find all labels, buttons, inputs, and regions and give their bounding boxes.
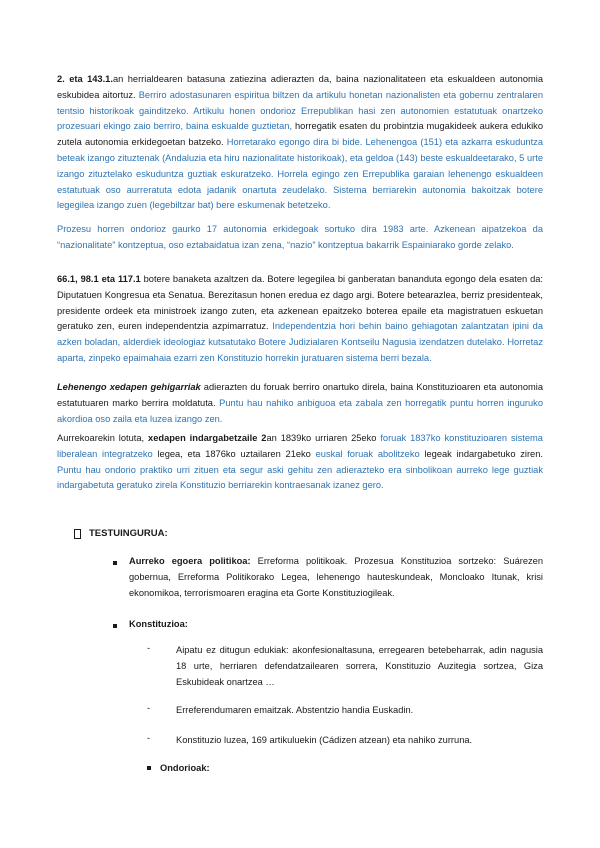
commentary-text: euskal foruak abolitzeko (315, 448, 420, 459)
commentary-text: Independentzia hori behin baino gehiagotan zalantzatan ipini da azken boladan, alderdiek ideologiaz kutsatutako Botere Judizialaren Kontseilu Nagusia izendatzen dutelako. Horretaz aparta, zinpeko epaimahaia ezarri zen Konstituzio horrekin juratuaren sistema berri bezala. (57, 321, 543, 363)
bullet-constitution (129, 617, 543, 633)
dash-item-text: Erreferendumaren emaitzak. Abstentzio handia Euskadin. (176, 705, 414, 715)
dash-bullet-icon: - (147, 643, 151, 653)
paragraph-repealing-provision (57, 431, 543, 494)
bullet-previous-political-situation (129, 554, 543, 601)
paragraph-autonomy-process (57, 222, 543, 254)
provision-reference: xedapen indargabetzaile 2 (148, 433, 267, 443)
bullet-label: Konstituzioa: (129, 619, 188, 629)
body-text: adierazten du foruak berriro onartuko direla, baina Konstituzioaren eta autonomia estatutuaren marko berrira moldatuta. (57, 382, 543, 408)
body-text: Aurrekoarekin lotuta, (57, 433, 145, 443)
dash-bullet-icon: - (147, 703, 151, 713)
bullet-text: Erreforma politikoak. Prozesua Konstituzioa sortzeko: Suárezen gobernua, Erreforma Politikorako Legea, lehenengo hauteskundeak, Moncloako Itunak, krisi ekonomikoa, terrorismoaren eragina eta Gorte Konstituziogileak. (129, 556, 543, 598)
commentary-text: Berriro adostasunaren espiritua biltzen da artikulu honetan nazionalisten eta gobernu zentralaren tentsio historikoak gainditzeko. Artikulu honen ondorioz Errepublikan hasi zen autonomien estatutuak onartzeko prozesuari ekingo zaio berriro, baina eskualde guztietan, (57, 89, 543, 132)
body-text: an herrialdearen batasuna zatiezina adierazten da, baina nazionalitateen eta eskualdeen autonomia eskubidea aitortuz. (57, 74, 543, 100)
body-text: horregatik esaten du probintzia mugakideek aukera edukiko zutela autonomia erkidegoetan batzeko. (57, 121, 543, 148)
paragraph-additional-provision (57, 380, 543, 427)
commentary-text: Horretarako egongo dira bi bide. Lehenengoa (151) eta azkarra eskuduntza beteak izango zituztenak (Andaluzia eta hiru nazionalitate historikoak), eta geldoa (143) beste eskualdeetarako, 5 urte izango zituztelako eskuduntza guztiak eskuratzeko. Horrela egingo zen Errepublika garaian lehenengo eskualdeen estatutuak oso aurreratuta edota jadanik onartuta zeudelako. Sistema berriarekin autonomia bakoitzak botere legegilea izango zuen (legebiltzar bat) bere eskumenak betetzeko. (57, 137, 544, 211)
body-text: an 1839ko urriaren 25eko (266, 433, 377, 443)
dash-item-text: Konstituzio luzea, 169 artikuluekin (Cádizen atzean) eta nahiko zurruna. (176, 735, 473, 745)
sub-bullet-consequences (147, 763, 210, 773)
commentary-text: Puntu hau nahiko anbiguoa eta zabala zen horregatik puntu horren inguruko akordioa oso zaila eta luzea izango zen. (57, 397, 543, 424)
square-bullet-icon (113, 624, 117, 628)
dash-bullet-icon: - (147, 733, 151, 743)
dash-item-contents (176, 643, 543, 690)
body-text: legea, eta 1876ko uztailaren 21eko (157, 448, 311, 459)
dash-item-referendum (176, 703, 543, 719)
section-heading-context (74, 528, 168, 539)
dash-item-length (176, 733, 543, 749)
square-bullet-icon (147, 766, 151, 770)
dash-item-text: Aipatu ez ditugun edukiak: akonfesionaltasuna, erregearen betebeharrak, adin nagusia 18 urte, herriaren defendatzailearen sorrera, Konstituzio Auzitegia sortzea, Giza Eskubideak onartzea … (176, 645, 543, 687)
section-heading-label: TESTUINGURUA: (89, 528, 168, 539)
body-text: botere banaketa azaltzen da. Botere legegilea bi ganberatan bananduta egongo dela esaten da: Diputatuen Kongresua eta Senatua. Berezitasun honen eredua ez dago argi. Botere betearazlea, berriz presidenteak, presidente ordeek eta ministroek izango zuten, eta azkenean epaitzeko boterea epaile eta magistratuen eskuetan geratuko zen, euren independentzia azpimarratuz. (57, 274, 543, 332)
bullet-label: Aurreko egoera politikoa: (129, 556, 251, 566)
commentary-text: Prozesu horren ondorioz gaurko 17 autonomia erkidegoak sortuko dira 1983 arte. Azkenean aipatzekoa da “nazionalitate” kontzeptua, oso eztabaidatua izan zena, “nazio” kontzeptua bakarrik Espainiarako gorde zelako. (57, 224, 543, 250)
paragraph-separation-of-powers (57, 272, 543, 367)
commentary-text: foruak 1837ko konstituzioaren sistema liberalean integratzeko (57, 433, 543, 459)
sub-bullet-label: Ondorioak: (160, 763, 210, 773)
provision-reference: Lehenengo xedapen gehigarriak (57, 382, 201, 392)
commentary-text: Puntu hau ondorio praktiko urri zituen eta segur aski gehitu zen adierazteko era sinbolikoan aurreko lege guztiak indargabetuta geratuko zirela Konstituzio berriarekin kontraesanak izanez gero. (57, 464, 543, 491)
article-reference: 66.1, 98.1 eta 117.1 (57, 274, 141, 284)
paragraph-articles-2-143 (57, 72, 543, 214)
square-bullet-icon (113, 561, 117, 565)
article-reference: 2. eta 143.1. (57, 74, 113, 84)
body-text: legeak indargabetuko ziren. (424, 448, 543, 459)
checkbox-bullet-icon (74, 529, 81, 539)
